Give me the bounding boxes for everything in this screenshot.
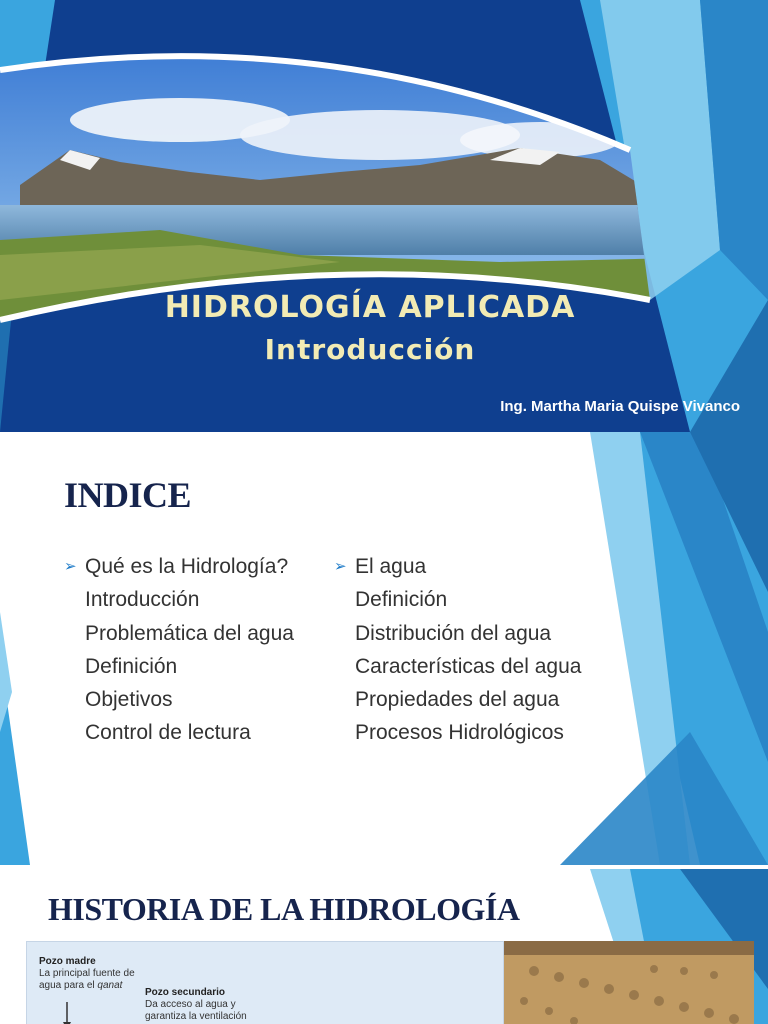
presentation-subtitle: Introducción bbox=[264, 333, 476, 366]
right-item-text: El agua bbox=[355, 555, 427, 578]
down-arrow-icon bbox=[57, 1002, 77, 1024]
right-item-text: Distribución del agua bbox=[355, 621, 552, 645]
desert-photo bbox=[504, 941, 754, 1024]
index-title: INDICE bbox=[64, 475, 192, 515]
left-item-text: Control de lectura bbox=[85, 721, 251, 745]
qanat-diagram bbox=[26, 941, 504, 1024]
left-item-text: Qué es la Hidrología? bbox=[85, 555, 289, 578]
left-item bbox=[64, 550, 294, 583]
left-item-text: Problemática del agua bbox=[85, 621, 294, 645]
left-item-text: Introducción bbox=[85, 588, 200, 612]
desert-photo-texture bbox=[504, 941, 754, 1024]
index-slide bbox=[0, 432, 768, 865]
author-name: Ing. Martha Maria Quispe Vivanco bbox=[500, 398, 740, 415]
right-item-text: Definición bbox=[355, 588, 448, 612]
index-column-left bbox=[64, 550, 294, 750]
right-item bbox=[334, 683, 581, 716]
right-item bbox=[334, 583, 581, 616]
bullet-arrow-icon: ➢ bbox=[64, 558, 77, 575]
left-item bbox=[64, 716, 294, 749]
left-item bbox=[64, 683, 294, 716]
right-item-text: Procesos Hidrológicos bbox=[355, 721, 564, 745]
right-item bbox=[334, 716, 581, 749]
pozo-secundario-desc-1: Da acceso al agua y bbox=[145, 999, 236, 1010]
right-item bbox=[334, 617, 581, 650]
right-item-text: Características del agua bbox=[355, 654, 582, 678]
left-item bbox=[64, 650, 294, 683]
pozo-madre-label: Pozo madre bbox=[39, 956, 96, 967]
pozo-madre-desc-1: La principal fuente de bbox=[39, 968, 135, 979]
history-slide bbox=[0, 869, 768, 1024]
right-item bbox=[334, 550, 581, 583]
title-slide-background bbox=[0, 0, 768, 432]
left-item bbox=[64, 617, 294, 650]
pozo-madre-desc-2: agua para el qanat bbox=[39, 980, 123, 991]
left-item-text: Objetivos bbox=[85, 688, 173, 712]
pozo-secundario-desc-2: garantiza la ventilación bbox=[145, 1011, 247, 1022]
right-item bbox=[334, 650, 581, 683]
title-slide bbox=[0, 0, 768, 432]
pozo-secundario-label: Pozo secundario bbox=[145, 987, 226, 998]
presentation-title: HIDROLOGÍA APLICADA bbox=[164, 290, 576, 325]
landscape-photo bbox=[0, 0, 680, 330]
left-item bbox=[64, 583, 294, 616]
index-column-right bbox=[334, 550, 581, 750]
left-item-text: Definición bbox=[85, 654, 178, 678]
bullet-arrow-icon: ➢ bbox=[334, 558, 347, 575]
history-title: HISTORIA DE LA HIDROLOGÍA bbox=[48, 891, 520, 927]
right-item-text: Propiedades del agua bbox=[355, 688, 560, 712]
